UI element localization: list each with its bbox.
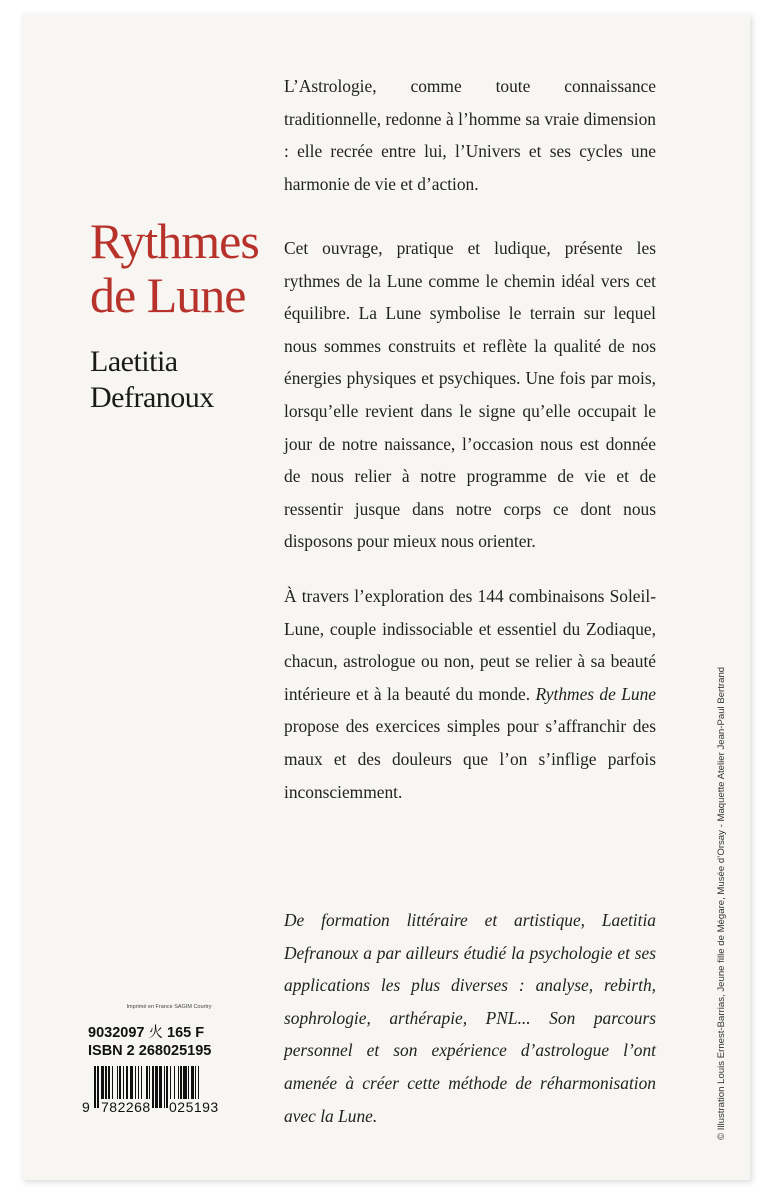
publisher-symbol: ⽕ (148, 1025, 163, 1041)
price-line (88, 1024, 250, 1042)
blurb-paragraph-1: L’Astrologie, comme toute connaissance traditionnelle, redonne à l’homme sa vraie dimension : elle recrée entre lui, l’Univers et ses cycles une harmonie de vie et d’action. (284, 76, 656, 194)
p3-text-end: propose des exercices simples pour s’affranchir des maux et des douleurs que l’on s’inflige parfois inconsciemment. (284, 716, 656, 802)
p3-book-title: Rythmes de Lune (535, 683, 656, 704)
author-bio: De formation littéraire et artistique, Laetitia Defranoux a par ailleurs étudié la psychologie et ses applications les plus diverses : analyse, rebirth, sophrologie, arthérapie, PNL... Son parcours personnel et son expérience d’astrologue l’ont amenée à créer cette méthode de réharmonisation avec la Lune. (284, 910, 656, 1126)
product-code: 9032097 (88, 1025, 145, 1041)
author-last-name: Defranoux (90, 381, 214, 414)
book-author (90, 344, 290, 416)
barcode-lead-digit: 9 (82, 1099, 90, 1115)
price: 165 F (167, 1025, 205, 1041)
author-first-name: Laetitia (90, 345, 178, 378)
barcode-block (82, 1004, 250, 1117)
isbn: ISBN 2 268025195 (88, 1043, 212, 1059)
book-title (90, 214, 290, 322)
credit-text: © Illustration Louis Ernest-Barrias, Jeune fille de Mégare, Musée d’Orsay - Maquette Atelier Jean-Paul Bertrand (716, 666, 727, 1140)
illustration-credit (716, 660, 728, 1140)
blurb-paragraph-2: Cet ouvrage, pratique et ludique, présente les rythmes de la Lune comme le chemin idéal vers cet équilibre. La Lune symbolise le terrain sur lequel nous sommes construits et reflète la qualité de nos énergies physiques et psychiques. Une fois par mois, lorsqu’elle revient dans le signe qu’elle occupait le jour de notre naissance, l’occasion nous est donnée de nous relier à notre programme de vie et de ressentir jusque dans notre corps ce dont nous disposons pour mieux nous orienter. (284, 238, 656, 552)
barcode-digits (82, 1099, 250, 1117)
barcode-digits-right: 025193 (169, 1099, 219, 1115)
barcode-digits-left: 782268 (101, 1099, 151, 1115)
printed-in-note: Imprimé en France SAGIM Courtry (126, 1004, 212, 1010)
p3-text: À travers l’exploration des 144 combinaisons Soleil-Lune, couple indissociable et essentiel du Zodiaque, chacun, astrologue ou non, peut se relier à sa beauté intérieure et à la beauté du monde. (284, 586, 656, 704)
title-line-1: Rythmes (90, 213, 259, 269)
blurb-paragraph-3 (284, 580, 656, 808)
title-line-2: de Lune (90, 267, 246, 323)
